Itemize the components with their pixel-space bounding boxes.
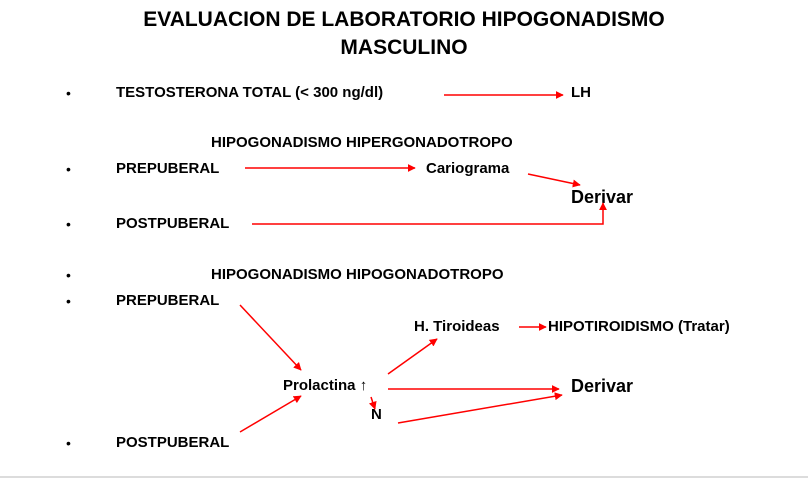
hipotiroidismo-label: HIPOTIROIDISMO (Tratar) [548, 318, 730, 335]
slide-title-line-1: EVALUACION DE LABORATORIO HIPOGONADISMO [143, 8, 665, 31]
arrow-prolactina-to-tiroideas [388, 339, 437, 374]
hipogonadotropo-heading: HIPOGONADISMO HIPOGONADOTROPO [211, 266, 504, 283]
hipo-prepuberal-label: PREPUBERAL [116, 292, 220, 309]
hipo-postpuberal-label: POSTPUBERAL [116, 434, 230, 451]
bullet: • [66, 216, 71, 232]
bullet: • [66, 267, 71, 283]
bullet: • [66, 161, 71, 177]
arrow-postpuberal-to-derivar [252, 203, 603, 224]
hiper-postpuberal-label: POSTPUBERAL [116, 215, 230, 232]
bullet: • [66, 85, 71, 101]
hipergonadotropo-heading: HIPOGONADISMO HIPERGONADOTROPO [211, 134, 513, 151]
hiper-derivar-label: Derivar [571, 187, 634, 207]
bottom-divider [0, 476, 808, 478]
h-tiroideas-label: H. Tiroideas [414, 318, 500, 335]
hipo-derivar-label: Derivar [571, 376, 634, 396]
prolactina-label: Prolactina ↑ [283, 377, 368, 394]
bullet: • [66, 293, 71, 309]
arrow-prepuberal-to-prolactina [240, 305, 301, 370]
arrow-n-to-derivar [398, 395, 562, 423]
lh-label: LH [571, 84, 591, 101]
normal-n-label: N [371, 406, 382, 423]
hiper-prepuberal-label: PREPUBERAL [116, 160, 220, 177]
arrow-prolactina-to-n [371, 397, 375, 409]
bullet: • [66, 435, 71, 451]
arrow-cariograma-to-derivar [528, 174, 580, 185]
slide-title-line-2: MASCULINO [340, 36, 468, 59]
arrow-postpuberal-to-prolactina [240, 396, 301, 432]
testosterona-total-label: TESTOSTERONA TOTAL (< 300 ng/dl) [116, 84, 384, 101]
cariograma-label: Cariograma [426, 160, 510, 177]
